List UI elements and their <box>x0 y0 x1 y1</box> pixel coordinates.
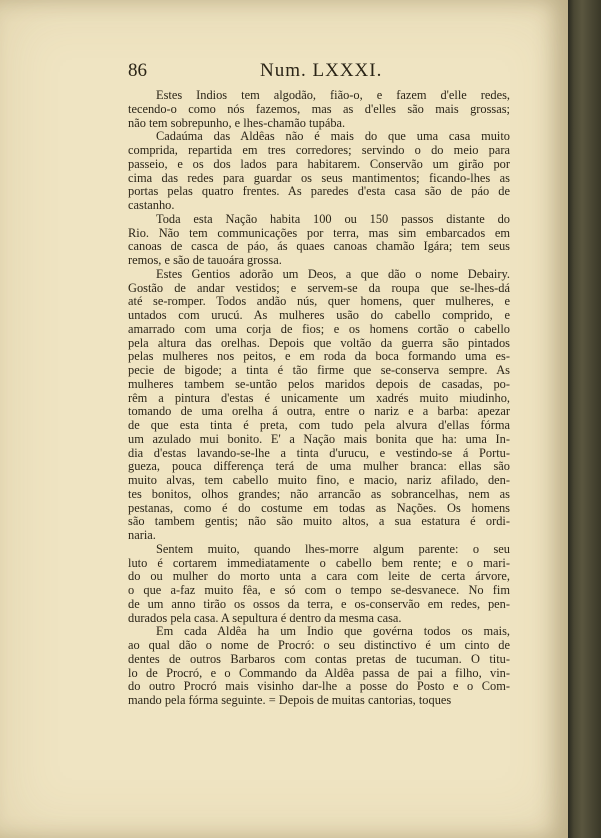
paragraph <box>128 268 510 543</box>
text-line: muito alvas, tem cabello muito fino, e macio, nariz afilado, den- <box>128 474 510 487</box>
text-line: dia d'estas lavando-se-lhe a tinta d'urucu, e vestindo-se á Portu- <box>128 446 510 460</box>
text-line: Cadaúma das Aldêas não é mais do que uma casa muito <box>156 130 510 144</box>
text-line: ao qual dão o nome de Procró: o seu distinctivo é um cinto de <box>128 639 510 652</box>
body-text <box>128 89 510 708</box>
text-line: mando pela fórma seguinte. = Depois de muitas cantorias, toques <box>128 694 452 707</box>
text-line: são tambem gentis; não são muito altos, a sua estatura é ordi- <box>128 515 510 529</box>
page-number: 86 <box>128 60 147 81</box>
text-line: untados com urucú. As mulheres usão do cabello comprido, e <box>128 309 510 322</box>
text-line: luto é cortarem immediatamente o cabello bem rente; e o mari- <box>128 556 510 570</box>
text-line: portas pelas quatro frentes. As paredes d'esta casa são de páo de <box>128 185 510 199</box>
text-line: lo de Procró, e o Commando da Aldêa passa de pai a filho, vin- <box>128 666 510 680</box>
text-line: pestanas, como é do costume em todas as Nações. Os homens <box>128 501 510 515</box>
paragraph <box>128 89 510 130</box>
text-line: Estes Indios tem algodão, fião-o, e fazem d'elle redes, <box>156 89 510 102</box>
text-line: comprida, repartida em tres corredores; servindo o do meio para <box>128 144 510 157</box>
next-page-edge <box>568 0 601 838</box>
text-line: cima das redes para guardar os seus mantimentos; ficando-lhes as <box>128 171 510 185</box>
text-line: pelas mulheres nos peitos, e em roda da boca formando uma es- <box>128 350 510 364</box>
text-line: pecie de bigode; a tinta é tão firme que se-conserva sempre. As <box>128 364 510 377</box>
text-line: castanho. <box>128 199 175 212</box>
paragraph <box>128 130 510 213</box>
text-line: gueza, pouca differença terá de uma mulher branca: ellas são <box>128 460 510 474</box>
text-line: tecendo-o como nós fazemos, mas as d'elles são mais grossas; <box>128 102 510 116</box>
text-line: pela altura das orelhas. Depois que voltão da guerra são pintados <box>128 336 510 350</box>
text-line: amarrado com uma corja de fios; e os homens cortão o cabello <box>128 322 510 336</box>
text-line: passeio, e os dos lados para habitarem. Conservão um girão por <box>128 157 510 171</box>
paragraph <box>128 213 510 268</box>
text-line: de um anno tirão os ossos da terra, e os-conservão em redes, pen- <box>128 597 510 611</box>
text-line: dentes de outros Barbaros com contas pretas de tucuman. O titu- <box>128 652 510 666</box>
text-line: Gostão de andar vestidos; e servem-se da roupa que se-lhes-dá <box>128 281 510 295</box>
text-line: não tem sobrepunho, e lhes-chamão tupába. <box>128 116 346 130</box>
text-line: Rio. Não tem communicações por terra, mas sim embarcados em <box>128 226 510 240</box>
text-line: Toda esta Nação habita 100 ou 150 passos distante do <box>156 212 510 226</box>
text-line: tomando de uma orelha á outra, entre o nariz e a barba: apezar <box>128 405 510 419</box>
text-line: tes bonitos, olhos grandes; não arrancão as sobrancelhas, nem as <box>128 487 510 501</box>
text-line: do ou mulher do morto unta a cara com leite de certa árvore, <box>128 570 510 584</box>
text-line: naria. <box>128 529 156 542</box>
text-line: canoas de casca de páo, ás quaes canoas chamão Igára; tem seus <box>128 240 510 254</box>
text-line: Sentem muito, quando lhes-morre algum parente: o seu <box>156 542 510 556</box>
text-line: Em cada Aldêa ha um Indio que govérna todos os mais, <box>156 625 510 639</box>
text-line: um azulado mui bonito. E' a Nação mais bonita que ha: uma In- <box>128 432 510 446</box>
text-line: do outro Procró mais visinho dar-lhe a posse do Posto e o Com- <box>128 680 510 694</box>
text-line: Estes Gentios adorão um Deos, a que dão o nome Debairy. <box>156 267 510 281</box>
paragraph <box>128 543 510 626</box>
running-head: Num. LXXXI. <box>260 60 383 81</box>
text-line: de que esta tinta é preta, com tudo pela alvura d'ellas fórma <box>128 419 510 432</box>
text-line: mulheres tambem se-untão pelos maridos depois de casadas, po- <box>128 377 510 391</box>
text-line: remos, e são de tauoára grossa. <box>128 254 282 267</box>
text-line: rêm a pintura d'estas é unicamente um xadrés muito miudinho, <box>128 391 510 405</box>
paragraph <box>128 625 510 708</box>
text-line: durados pela casa. A sepultura é dentro da mesma casa. <box>128 611 402 625</box>
text-line: até se-romper. Todos andão nús, quer homens, quer mulheres, e <box>128 295 510 309</box>
page-header <box>128 60 508 84</box>
text-line: o que a-faz muito fêa, e só com o tempo se-desvanece. No fim <box>128 584 510 597</box>
